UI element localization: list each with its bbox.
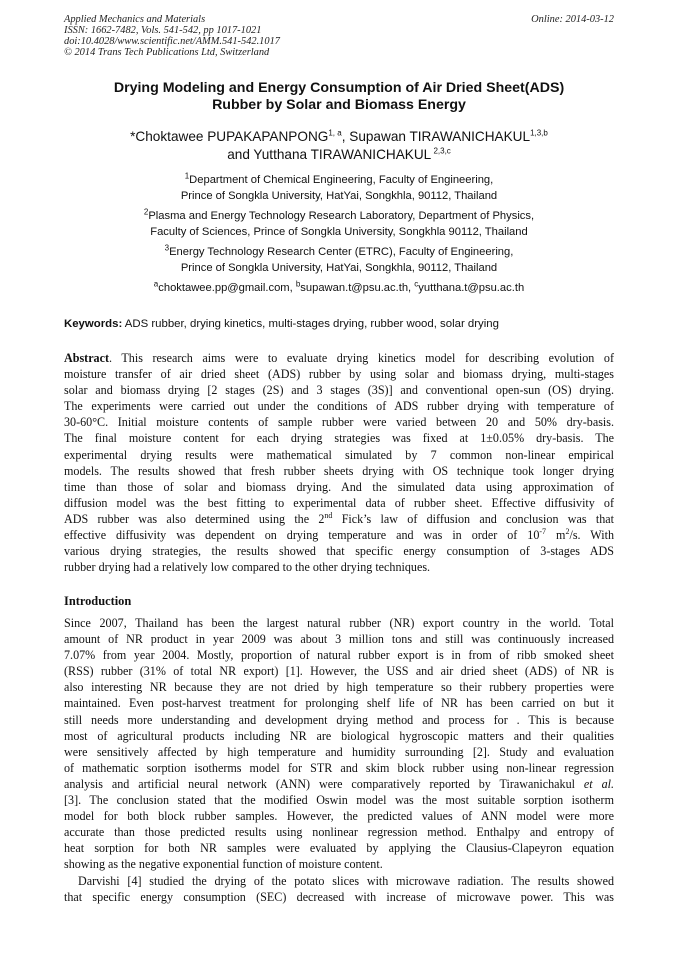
email-a-link[interactable]: choktawee.pp@gmail.com, [158, 282, 296, 294]
journal-name: Applied Mechanics and Materials [64, 14, 206, 25]
journal-header [64, 14, 280, 58]
intro-line: Since 2007, Thailand has been the largest natural rubber (NR) export country in the world. Total [64, 616, 614, 630]
affiliation-3-line-2: Prince of Songkla University, HatYai, Songkhla, 90112, Thailand [180, 262, 498, 274]
keywords-label: Keywords: [64, 318, 123, 330]
intro-line: amount of NR product in year 2009 was about 3 million tons and still was continuously increased [64, 632, 614, 647]
paper-title [40, 80, 638, 114]
author-1: *Choktawee PUPAKAPANPONG [130, 129, 329, 144]
author-and: and [227, 147, 254, 162]
author-1-sup: 1, a [328, 128, 342, 138]
abstract-line: 30-60°C. Initial moisture contents of sample rubber were varied between 20 and 50% dry-basis. [64, 415, 614, 430]
affiliation-3 [30, 244, 648, 276]
intro-line: of mathematic sorption isotherms model for STR and skim block rubber using non-linear regression [64, 760, 614, 775]
author-line-1 [30, 128, 648, 146]
intro-line: still needs more understanding and development drying method and process for . This is because [64, 712, 614, 727]
intro-line: were sensitively affected by high temperature and humidity surrounding [2]. Study and evaluation [64, 744, 614, 759]
author-emails [30, 280, 648, 296]
intro-line: Darvishi [4] studied the drying of the potato slices with microwave radiation. The results showed [78, 873, 614, 888]
abstract-line: experimental drying results were mathematical simulated by 7 common non-linear empirical [64, 447, 614, 462]
abstract-line [64, 527, 614, 543]
intro-line: also interesting NR because they are not dried by high temperature so their rubbery properties were [64, 680, 614, 695]
affiliation-1-num: 1 [184, 171, 190, 181]
author-3-sup: 2,3,c [431, 146, 451, 156]
abstract-line: various drying strategies, the results showed that specific energy consumption of 3-stages ADS [64, 544, 614, 559]
affiliation-3-num: 3 [164, 243, 170, 253]
ordinal-sup: nd [324, 510, 333, 520]
email-b-link[interactable]: supawan.t@psu.ac.th, [300, 282, 415, 294]
abstract-label: Abstract [64, 351, 110, 365]
intro-line: heat sorption for both NR samples were evaluated by applying the Clausius-Clapeyron equation [64, 841, 614, 856]
abstract-text: ADS rubber was also determined using the 2 [64, 511, 325, 526]
intro-line: most of agricultural products including NR are biological hygroscopic matters and their qualities [64, 728, 614, 743]
abstract-text: /s. With [569, 528, 615, 543]
author-list [30, 128, 648, 164]
exponent-sup: -7 [539, 527, 547, 536]
abstract-text: . This research aims were to evaluate drying kinetics model for describing evolution of [109, 351, 614, 365]
introduction-body [64, 615, 614, 905]
email-a-sup: a [153, 279, 159, 289]
affiliation-2-text-1: Plasma and Energy Technology Research Laboratory, Department of Physics, [148, 210, 535, 222]
abstract-text: Fick’s law of diffusion and conclusion was that [332, 511, 614, 526]
abstract-line: diffusion model was the best fitting to experimental data of rubber sheet. Effective diffusivity of [64, 495, 614, 510]
intro-line: that specific energy consumption (SEC) decreased with increase of microwave power. This was [64, 889, 614, 904]
author-2: Supawan TIRAWANICHAKUL [349, 129, 531, 144]
intro-line: 7.07% from year 2004. Mostly, proportion of natural rubber export is in from of ribb smoked sheet [64, 648, 614, 663]
online-date [531, 14, 614, 25]
email-c-link[interactable]: yutthana.t@psu.ac.th [418, 282, 525, 294]
affiliation-2-line-1 [30, 208, 648, 224]
affiliation-1 [30, 172, 648, 204]
intro-text: analysis and artificial neural network (ANN) were comparatively reported by Tirawanichakul [64, 776, 584, 791]
author-3: Yutthana TIRAWANICHAKUL [253, 147, 432, 162]
abstract-text: m [546, 528, 566, 543]
affiliation-1-line-1 [30, 172, 648, 188]
keywords-text: ADS rubber, drying kinetics, multi-stages drying, rubber wood, solar drying [122, 318, 499, 330]
abstract-line: The final moisture content for each drying strategies was fixed at 1±0.05% dry-basis. The [64, 431, 614, 446]
affiliation-2 [30, 208, 648, 240]
abstract-text: effective diffusivity was dependent on drying temperature and was in order of 10 [64, 528, 540, 543]
abstract [64, 350, 614, 575]
title-line-1: Drying Modeling and Energy Consumption of Air Dried Sheet(ADS) [113, 80, 565, 96]
author-sep: , [341, 129, 350, 144]
affiliation-3-text-1: Energy Technology Research Center (ETRC), Faculty of Engineering, [169, 246, 514, 258]
email-b-sup: b [295, 279, 301, 289]
abstract-line: The experiments were carried out under the conditions of ADS rubber drying with temperature of [64, 399, 614, 414]
affiliation-2-line-2: Faculty of Sciences, Prince of Songkla University, Songkhla 90112, Thailand [150, 226, 528, 238]
author-line-2 [30, 146, 648, 164]
journal-doi: doi:10.4028/www.scientific.net/AMM.541-542.1017 [64, 36, 280, 47]
intro-line: [3]. The conclusion stated that the modified Oswin model was the most suitable sorption isotherm [64, 793, 614, 808]
affiliation-3-line-1 [30, 244, 648, 260]
affiliation-1-text-1: Department of Chemical Engineering, Faculty of Engineering, [189, 174, 494, 186]
online-date-text: Online: 2014-03-12 [531, 14, 614, 25]
affiliation-1-line-2: Prince of Songkla University, HatYai, Songkhla, 90112, Thailand [180, 190, 498, 202]
abstract-line: models. The results showed that fresh rubber sheets drying with OS technique took longer drying [64, 463, 614, 478]
abstract-line: time than those of solar and biomass drying. And the simulated data using approximation of [64, 479, 614, 494]
exponent-sup: 2 [565, 527, 570, 536]
abstract-line: rubber drying had a relatively low compared to the other drying techniques. [64, 560, 431, 575]
intro-italic: et al. [583, 776, 615, 791]
abstract-line: solar and biomass drying [2 stages (2S) and 3 stages (3S)] and conventional open-sun (OS) drying. [64, 383, 614, 398]
intro-line: maintained. Even post-harvest treatment for prolonging shelf life of NR has been carried on but it [64, 696, 614, 711]
title-line-2: Rubber by Solar and Biomass Energy [212, 97, 466, 113]
author-2-sup: 1,3,b [530, 128, 548, 138]
affiliation-2-num: 2 [143, 207, 149, 217]
intro-line: showing as the negative exponential function of moisture content. [64, 857, 383, 872]
intro-line: accurate than those predicted results using nonlinear regression method. Enthalpy and entropy of [64, 825, 614, 840]
abstract-line [64, 511, 614, 527]
introduction-heading: Introduction [64, 594, 132, 608]
journal-copyright: © 2014 Trans Tech Publications Ltd, Switzerland [64, 47, 270, 58]
abstract-line: moisture transfer of air dried sheet (ADS) rubber by using solar and biomass drying, multi-stages [64, 367, 614, 382]
email-c-sup: c [414, 279, 419, 289]
intro-line: model for both block rubber samples. However, the predicted values of ANN model were more [64, 809, 614, 824]
keywords [64, 316, 624, 332]
abstract-line [64, 350, 614, 366]
journal-issn: ISSN: 1662-7482, Vols. 541-542, pp 1017-1021 [64, 25, 262, 36]
intro-line: (RSS) rubber (31% of total NR export) [1]. However, the USS and air dried sheet (ADS) of NR is [64, 664, 614, 679]
intro-line [64, 776, 614, 792]
email-line [30, 280, 648, 296]
